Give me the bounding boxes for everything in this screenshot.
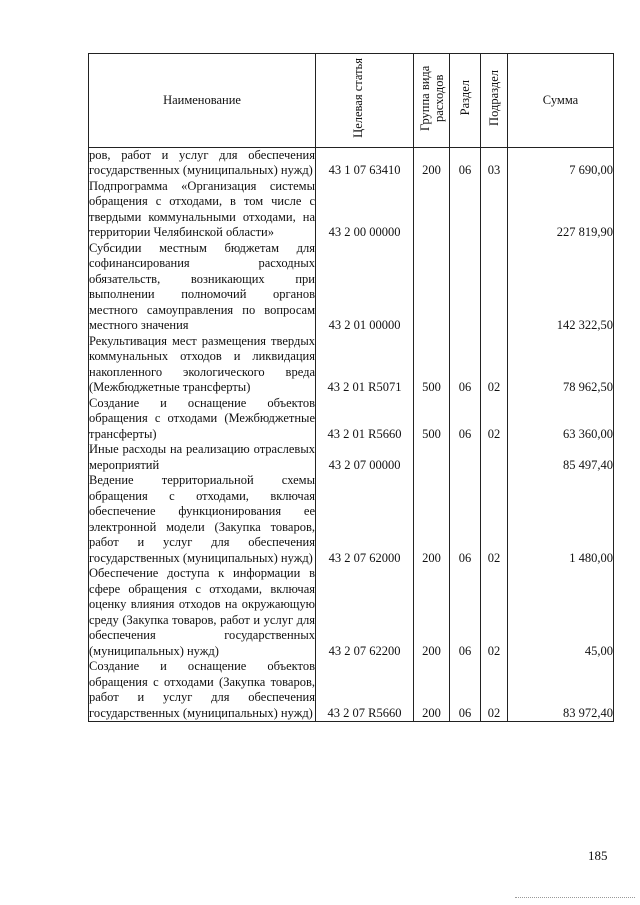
cell-name: Подпрограмма «Организация системы обращения с отходами, в том числе с твердыми коммунальными отходами, на территории Челябинской области» — [89, 178, 315, 239]
page-number: 185 — [588, 848, 608, 863]
cell-code: 43 2 07 62000 — [316, 473, 414, 566]
cell-sum: 85 497,40 — [508, 442, 614, 473]
cell-section: 06 — [450, 566, 481, 659]
cell-code: 43 1 07 63410 — [316, 147, 414, 179]
cell-group: 200 — [414, 147, 450, 179]
cell-subsection — [481, 442, 508, 473]
cell-subsection: 03 — [481, 147, 508, 179]
header-group-cell — [414, 54, 450, 148]
cell-section: 06 — [450, 659, 481, 722]
header-sum: Сумма — [508, 54, 614, 148]
cell-name: Создание и оснащение объектов обращения с отходами (Закупка товаров, работ и услуг для обеспечения государственных (муниципальных) нужд) — [89, 659, 315, 720]
cell-sum: 78 962,50 — [508, 334, 614, 396]
cell-section — [450, 442, 481, 473]
header-code-cell — [316, 54, 414, 148]
cell-subsection: 02 — [481, 396, 508, 443]
header-code: Целевая статья — [350, 58, 365, 138]
cell-code: 43 2 07 00000 — [316, 442, 414, 473]
cell-subsection: 02 — [481, 659, 508, 722]
table-body — [89, 147, 614, 722]
table-row — [89, 473, 614, 566]
cell-section: 06 — [450, 147, 481, 179]
header-group: Группа вида расходов — [417, 65, 446, 131]
header-name: Наименование — [89, 54, 316, 148]
cell-group — [414, 442, 450, 473]
table-row — [89, 442, 614, 473]
table-row — [89, 147, 614, 179]
table-header-row — [89, 54, 614, 148]
cell-sum: 63 360,00 — [508, 396, 614, 443]
budget-table — [88, 53, 614, 722]
table-row — [89, 566, 614, 659]
cell-code: 43 2 00 00000 — [316, 179, 414, 241]
cell-group: 200 — [414, 566, 450, 659]
cell-code: 43 2 07 62200 — [316, 566, 414, 659]
cell-section: 06 — [450, 473, 481, 566]
cell-name: Рекультивация мест размещения твердых коммунальных отходов и ликвидация накопленного экологического вреда (Межбюджетные трансферты) — [89, 333, 315, 394]
cell-code: 43 2 01 R5660 — [316, 396, 414, 443]
table-row — [89, 396, 614, 443]
cell-section: 06 — [450, 396, 481, 443]
cell-name: Обеспечение доступа к информации в сфере обращения с отходами, включая оценку влияния отходов на окружающую среду (Закупка товаров, работ и услуг для обеспечения государственных (муниципальных) нужд) — [89, 566, 315, 658]
cell-section — [450, 179, 481, 241]
cell-group: 200 — [414, 659, 450, 722]
table-row — [89, 659, 614, 722]
cell-code: 43 2 07 R5660 — [316, 659, 414, 722]
table-row — [89, 334, 614, 396]
cell-sum: 142 322,50 — [508, 241, 614, 334]
header-subsection: Подраздел — [487, 70, 501, 126]
cell-sum: 227 819,90 — [508, 179, 614, 241]
table-row — [89, 241, 614, 334]
cell-name: Субсидии местным бюджетам для софинансирования расходных обязательств, возникающих при выполнении полномочий органов местного самоуправления по вопросам местного значения — [89, 240, 315, 332]
cell-section: 06 — [450, 334, 481, 396]
header-section: Раздел — [458, 80, 472, 116]
cell-subsection — [481, 179, 508, 241]
cell-group: 200 — [414, 473, 450, 566]
table-row — [89, 179, 614, 241]
cell-section — [450, 241, 481, 334]
cell-name: ров, работ и услуг для обеспечения государственных (муниципальных) нужд) — [89, 147, 315, 177]
cell-group — [414, 179, 450, 241]
header-section-cell — [450, 54, 481, 148]
cell-group: 500 — [414, 396, 450, 443]
cell-subsection: 02 — [481, 566, 508, 659]
cell-sum: 1 480,00 — [508, 473, 614, 566]
scan-artifact-line — [515, 897, 635, 899]
cell-name: Ведение территориальной схемы обращения с отходами, включая обеспечение функционирования ее электронной модели (Закупка товаров, работ и услуг для обеспечения государственных (муниципальных) нужд) — [89, 473, 315, 565]
cell-sum: 7 690,00 — [508, 147, 614, 179]
cell-group — [414, 241, 450, 334]
cell-subsection — [481, 241, 508, 334]
header-subsection-cell — [481, 54, 508, 148]
cell-subsection: 02 — [481, 473, 508, 566]
cell-name: Создание и оснащение объектов обращения с отходами (Межбюджетные трансферты) — [89, 395, 315, 441]
cell-name: Иные расходы на реализацию отраслевых мероприятий — [89, 442, 315, 472]
cell-group: 500 — [414, 334, 450, 396]
cell-code: 43 2 01 00000 — [316, 241, 414, 334]
cell-sum: 83 972,40 — [508, 659, 614, 722]
cell-sum: 45,00 — [508, 566, 614, 659]
cell-code: 43 2 01 R5071 — [316, 334, 414, 396]
cell-subsection: 02 — [481, 334, 508, 396]
